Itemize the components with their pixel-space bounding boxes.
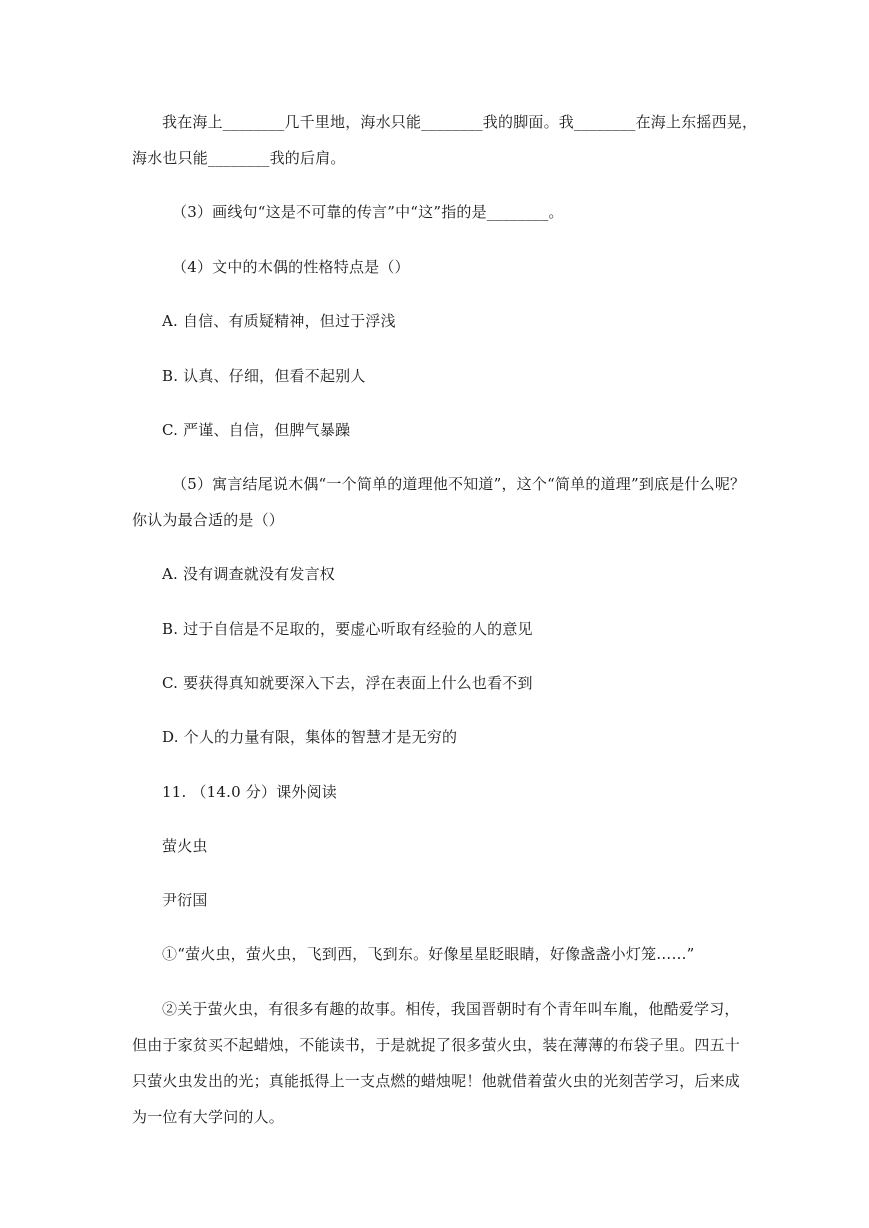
question-4-option-c: C. 严谨、自信，但脾气暴躁 [162, 421, 351, 439]
paragraph-2-line-2: 但由于家贫买不起蜡烛，不能读书，于是就捉了很多萤火虫，装在薄薄的布袋子里。四五十 [132, 1036, 741, 1054]
paragraph-2-line-3: 只萤火虫发出的光；真能抵得上一支点燃的蜡烛呢！他就借着萤火虫的光刻苦学习，后来成 [132, 1072, 741, 1090]
fill-blank-line-2: 海水也只能________我的后肩。 [132, 149, 346, 167]
question-5-option-d: D. 个人的力量有限，集体的智慧才是无穷的 [162, 728, 458, 746]
question-4-option-b: B. 认真、仔细，但看不起别人 [162, 367, 366, 385]
fill-blank-line-1: 我在海上________几千里地，海水只能________我的脚面。我________在海上东摇西晃， [162, 113, 758, 131]
question-11-heading: 11. （14.0 分）课外阅读 [162, 783, 337, 801]
question-5-option-b: B. 过于自信是不足取的，要虚心听取有经验的人的意见 [162, 620, 533, 638]
paragraph-1: ①“萤火虫，萤火虫，飞到西，飞到东。好像星星眨眼睛，好像盏盏小灯笼……” [162, 945, 695, 963]
passage-title: 萤火虫 [162, 837, 208, 855]
question-5-option-c: C. 要获得真知就要深入下去，浮在表面上什么也看不到 [162, 674, 533, 692]
paragraph-2-line-4: 为一位有大学问的人。 [132, 1108, 285, 1126]
question-5-option-a: A. 没有调查就没有发言权 [162, 565, 335, 583]
passage-author: 尹衍国 [162, 891, 208, 909]
question-3: （3）画线句“这是不可靠的传言”中“这”指的是________。 [172, 203, 564, 221]
question-4-option-a: A. 自信、有质疑精神，但过于浮浅 [162, 312, 396, 330]
question-5-continued: 你认为最合适的是（） [132, 511, 285, 529]
question-5: （5）寓言结尾说木偶“一个简单的道理他不知道”，这个“简单的道理”到底是什么呢？ [172, 475, 746, 493]
question-4: （4）文中的木偶的性格特点是（） [172, 258, 410, 276]
paragraph-2-line-1: ②关于萤火虫，有很多有趣的故事。相传，我国晋朝时有个青年叫车胤，他酷爱学习， [162, 1000, 740, 1018]
